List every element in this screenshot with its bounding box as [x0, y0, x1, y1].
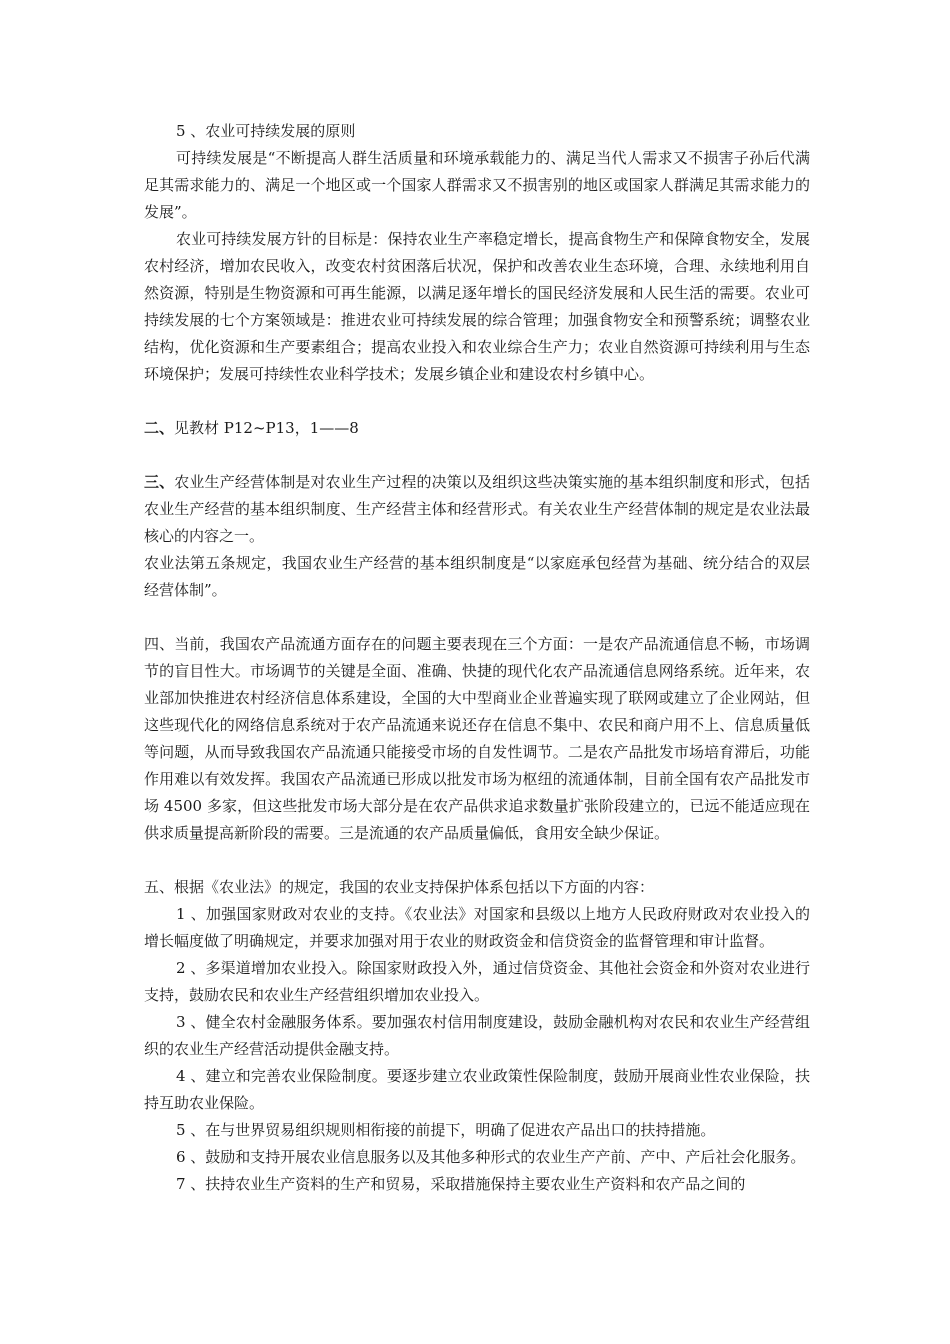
section-1-heading: 5 、农业可持续发展的原则 — [176, 122, 356, 140]
section-3-paragraph-2: 农业法第五条规定，我国农业生产经营的基本组织制度是“以家庭承包经营为基础、统分结合的双层经营体制”。 — [144, 554, 810, 599]
section-5-item-7: 7 、扶持农业生产资料的生产和贸易，采取措施保持主要农业生产资料和农产品之间的 — [176, 1175, 746, 1193]
spacer — [144, 442, 810, 469]
section-5-item-4: 4 、建立和完善农业保险制度。要逐步建立农业政策性保险制度，鼓励开展商业性农业保险，扶持互助农业保险。 — [144, 1067, 810, 1112]
section-4-paragraph: 四、当前，我国农产品流通方面存在的问题主要表现在三个方面：一是农产品流通信息不畅，市场调节的盲目性大。市场调节的关键是全面、准确、快捷的现代化农产品流通信息网络系统。近年来，农业部加快推进农村经济信息体系建设，全国的大中型商业企业普遍实现了联网或建立了企业网站，但这些现代化的网络信息系统对于农产品流通来说还存在信息不集中、农民和商户用不上、信息质量低等问题，从而导致我国农产品流通只能接受市场的自发性调节。二是农产品批发市场培育滞后，功能作用难以有效发挥。我国农产品流通已形成以批发市场为枢纽的流通体制，目前全国有农产品批发市场 4500 多家，但这些批发市场大部分是在农产品供求追求数量扩张阶段建立的，已远不能适应现在供求质量提高新阶段的需要。三是流通的农产品质量偏低，食用安全缺少保证。 — [144, 635, 810, 842]
section-5-item-3: 3 、健全农村金融服务体系。要加强农村信用制度建设，鼓励金融机构对农民和农业生产经营组织的农业生产经营活动提供金融支持。 — [144, 1013, 810, 1058]
section-1-paragraph-1: 可持续发展是“不断提高人群生活质量和环境承载能力的、满足当代人需求又不损害子孙后代满足其需求能力的、满足一个地区或一个国家人群需求又不损害别的地区或国家人群满足其需求能力的发展”。 — [144, 149, 810, 221]
section-3-paragraph-1 — [144, 469, 810, 550]
section-5-item-2: 2 、多渠道增加农业投入。除国家财政投入外，通过信贷资金、其他社会资金和外资对农业进行支持，鼓励农民和农业生产经营组织增加农业投入。 — [144, 959, 810, 1004]
section-5-item-5: 5 、在与世界贸易组织规则相衔接的前提下，明确了促进农产品出口的扶持措施。 — [176, 1121, 716, 1139]
spacer — [144, 847, 810, 874]
section-5-intro: 五、根据《农业法》的规定，我国的农业支持保护体系包括以下方面的内容： — [144, 878, 655, 896]
section-1-paragraph-2: 农业可持续发展方针的目标是：保持农业生产率稳定增长，提高食物生产和保障食物安全，发展农村经济，增加农民收入，改变农村贫困落后状况，保护和改善农业生态环境，合理、永续地利用自然资源，特别是生物资源和可再生能源，以满足逐年增长的国民经济发展和人民生活的需要。农业可持续发展的七个方案领域是：推进农业可持续发展的综合管理；加强食物安全和预警系统；调整农业结构，优化资源和生产要素组合；提高农业投入和农业综合生产力；农业自然资源可持续利用与生态环境保护；发展可持续性农业科学技术；发展乡镇企业和建设农村乡镇中心。 — [144, 230, 810, 383]
section-3-marker: 三、 — [144, 473, 175, 491]
section-5-item-6: 6 、鼓励和支持开展农业信息服务以及其他多种形式的农业生产产前、产中、产后社会化服务。 — [176, 1148, 806, 1166]
section-3-text: 农业生产经营体制是对农业生产过程的决策以及组织这些决策实施的基本组织制度和形式，包括农业生产经营的基本组织制度、生产经营主体和经营形式。有关农业生产经营体制的规定是农业法最核心的内容之一。 — [144, 473, 810, 545]
section-2-text: 见教材 P12~P13，1——8 — [174, 419, 359, 437]
section-5-item-1: 1 、加强国家财政对农业的支持。《农业法》对国家和县级以上地方人民政府财政对农业投入的增长幅度做了明确规定，并要求加强对用于农业的财政资金和信贷资金的监督管理和审计监督。 — [144, 905, 810, 950]
section-2-marker: 二、 — [144, 419, 175, 437]
spacer — [144, 388, 810, 415]
section-2-paragraph — [144, 415, 810, 442]
spacer — [144, 604, 810, 631]
